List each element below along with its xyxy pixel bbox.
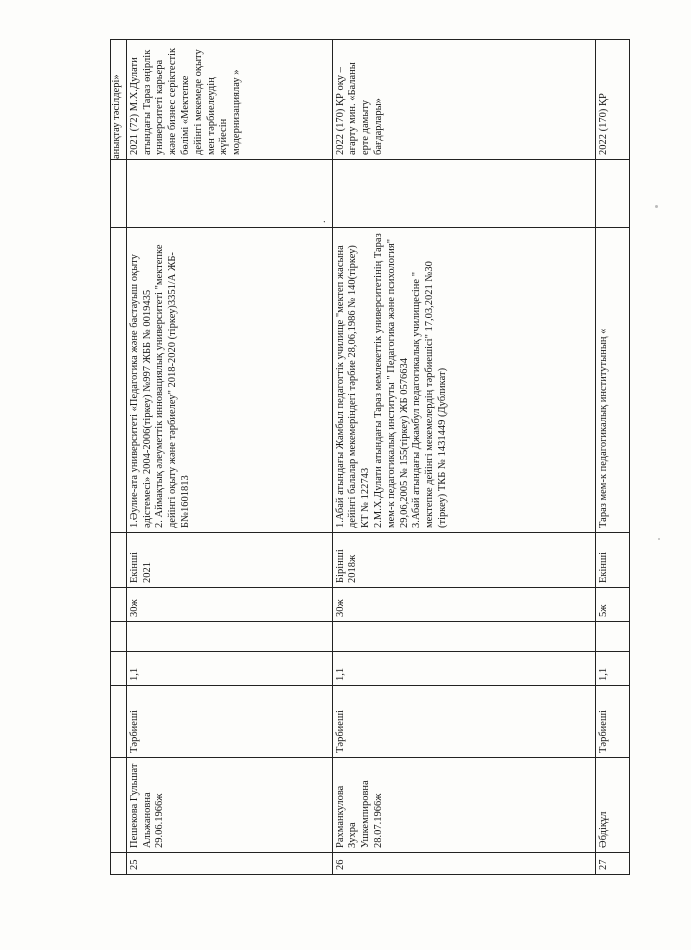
- employee-name: Рахманкулова Зухра Ушкемпировна 28.07.1966ж: [332, 758, 595, 853]
- education: 1.Абай атындағы Жамбыл педагогтік училище "мектеп жасына дейінгі балалар мекемеріндегі тәрбие 28,06,1986 № 140(тіркеу) КТ № 122743 2.М.Х.Дулати атындағы Тараз мемлекеттік университетінің Тараз мем-к педагогикалық институты " Педагогика және психология" 29,06,2005 № 155(тіркеу) ЖБ 0576634 3.Абай атындағы Джамбул педагогикалық училищесіне " мектепке дейінгі мекемелердің тәрбиешісі" 17,03,2021 №30 (тіркеу) ТКБ № 1431449 (Дубликат): [332, 228, 595, 533]
- category: Бірінші 2018ж: [332, 533, 595, 588]
- header-row: [111, 40, 127, 875]
- rate: 1,1: [595, 652, 629, 686]
- row-number: 25: [126, 853, 332, 875]
- rotated-table-wrapper: [110, 40, 630, 875]
- experience: 30ж: [126, 588, 332, 622]
- blank-cell: [126, 622, 332, 652]
- dot-mark: .: [126, 160, 332, 228]
- experience: 5ж: [595, 588, 629, 622]
- employee-name: Пешекова Гульшат Альжановна 29.06.1966ж: [126, 758, 332, 853]
- scan-speck: [658, 538, 660, 540]
- row-number: 27: [595, 853, 629, 875]
- courses: 2021 (72) М.Х.Дулати атындағы Тараз өңірлік университеті карьера және бизнес серіктестік бөлімі «Мектепке дейінгі мекемеде оқыту мен тәрбиелеудің жүйесін модернизациялау »: [126, 40, 332, 160]
- category: Екінші: [595, 533, 629, 588]
- table-row: [332, 40, 595, 875]
- education: Тараз мем-к педагогикалық институтының «: [595, 228, 629, 533]
- position: Тәрбиеші: [126, 686, 332, 758]
- row-number: 26: [332, 853, 595, 875]
- employee-name: Әбдіқұл: [595, 758, 629, 853]
- experience: 30ж: [332, 588, 595, 622]
- dot-mark: [595, 160, 629, 228]
- education: 1.Әулие-ата университеті «Педагогика және бастауыш оқыту әдістемесі» 2004-2006(тіркеу) №997 ЖББ № 0019435 2. Аймақтық әлеуметтік инновациялық университеті "мектепке дейінгі оқыту және тәрбиелеу" 2018-2020 (тіркеу)3351/А ЖБ-Б№1601813: [126, 228, 332, 533]
- courses: 2022 (170) ҚР: [595, 40, 629, 160]
- blank-cell: [595, 622, 629, 652]
- table-row: [595, 40, 629, 875]
- rate: 1,1: [126, 652, 332, 686]
- staff-table: [110, 39, 630, 875]
- courses: 2022 (170) ҚР оқу –ағарту мин. «Баланы ерте дамыту бағдарлары»: [332, 40, 595, 160]
- position: Тәрбиеші: [332, 686, 595, 758]
- header-cell-courses: анықтау тәсілдері»: [111, 40, 127, 160]
- position: Тәрбиеші: [595, 686, 629, 758]
- category: Екінші 2021: [126, 533, 332, 588]
- rate: 1,1: [332, 652, 595, 686]
- scan-speck: [655, 205, 658, 208]
- blank-cell: [332, 622, 595, 652]
- dot-mark: [332, 160, 595, 228]
- table-row: [126, 40, 332, 875]
